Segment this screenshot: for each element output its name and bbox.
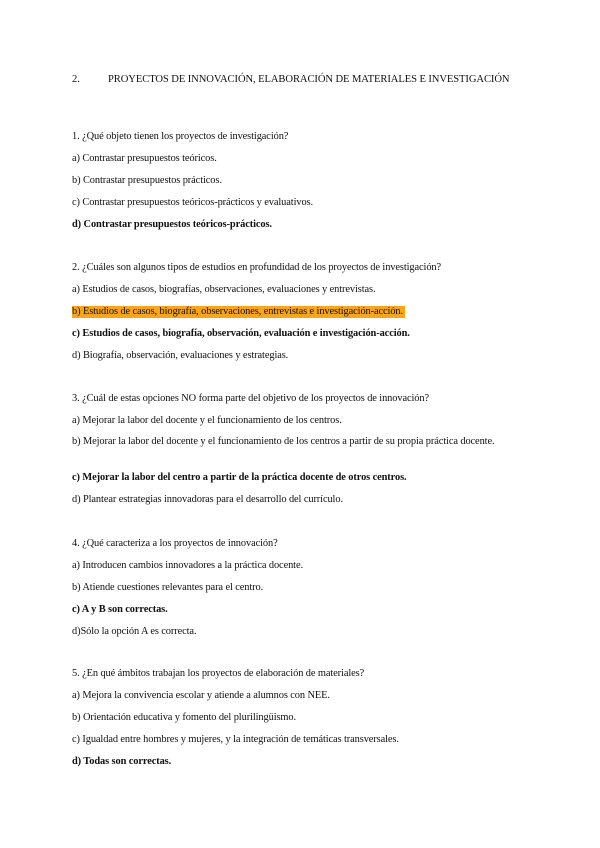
q4-option-b: b) Atiende cuestiones relevantes para el centro. (72, 582, 264, 593)
q3-option-c-answer: c) Mejorar la labor del centro a partir de la práctica docente de otros centros. (72, 472, 407, 483)
q3-option-b: b) Mejorar la labor del docente y el funcionamiento de los centros a partir de su propia práctica docente. (72, 436, 495, 447)
q5-option-b: b) Orientación educativa y fomento del plurilingüismo. (72, 712, 297, 723)
q5-option-a: a) Mejora la convivencia escolar y atiende a alumnos con NEE. (72, 690, 330, 701)
q1-option-d-answer: d) Contrastar presupuestos teóricos-prácticos. (72, 219, 272, 230)
q4-option-c-answer: c) A y B son correctas. (72, 604, 168, 615)
q1-option-c: c) Contrastar presupuestos teóricos-prácticos y evaluativos. (72, 197, 313, 208)
section-number: 2. (72, 74, 80, 85)
question-1: 1. ¿Qué objeto tienen los proyectos de investigación? (72, 131, 289, 142)
q3-option-a: a) Mejorar la labor del docente y el funcionamiento de los centros. (72, 415, 342, 426)
q4-option-a: a) Introducen cambios innovadores a la práctica docente. (72, 560, 303, 571)
q1-option-b: b) Contrastar presupuestos prácticos. (72, 175, 222, 186)
highlight-mark: b) Estudios de casos, biografía, observaciones, entrevistas e investigación-acción. (72, 306, 404, 317)
section-title: PROYECTOS DE INNOVACIÓN, ELABORACIÓN DE MATERIALES E INVESTIGACIÓN (108, 74, 510, 85)
q2-option-c-answer: c) Estudios de casos, biografía, observación, evaluación e investigación-acción. (72, 328, 410, 339)
q2-option-b-highlighted (72, 305, 542, 319)
q2-option-d: d) Biografía, observación, evaluaciones y estrategias. (72, 350, 289, 361)
q3-option-d: d) Plantear estrategias innovadoras para el desarrollo del currículo. (72, 494, 343, 505)
q2-option-a: a) Estudios de casos, biografías, observaciones, evaluaciones y entrevistas. (72, 284, 376, 295)
question-5: 5. ¿En qué ámbitos trabajan los proyectos de elaboración de materiales? (72, 668, 365, 679)
question-4: 4. ¿Qué caracteriza a los proyectos de innovación? (72, 538, 278, 549)
q5-option-c: c) Igualdad entre hombres y mujeres, y la integración de temáticas transversales. (72, 734, 399, 745)
question-2: 2. ¿Cuáles son algunos tipos de estudios en profundidad de los proyectos de investigación? (72, 262, 442, 273)
question-3: 3. ¿Cuál de estas opciones NO forma parte del objetivo de los proyectos de innovación? (72, 393, 429, 404)
q1-option-a: a) Contrastar presupuestos teóricos. (72, 153, 217, 164)
section-heading (72, 73, 542, 87)
q4-option-d: d)Sólo la opción A es correcta. (72, 626, 197, 637)
q5-option-d-answer: d) Todas son correctas. (72, 756, 172, 767)
